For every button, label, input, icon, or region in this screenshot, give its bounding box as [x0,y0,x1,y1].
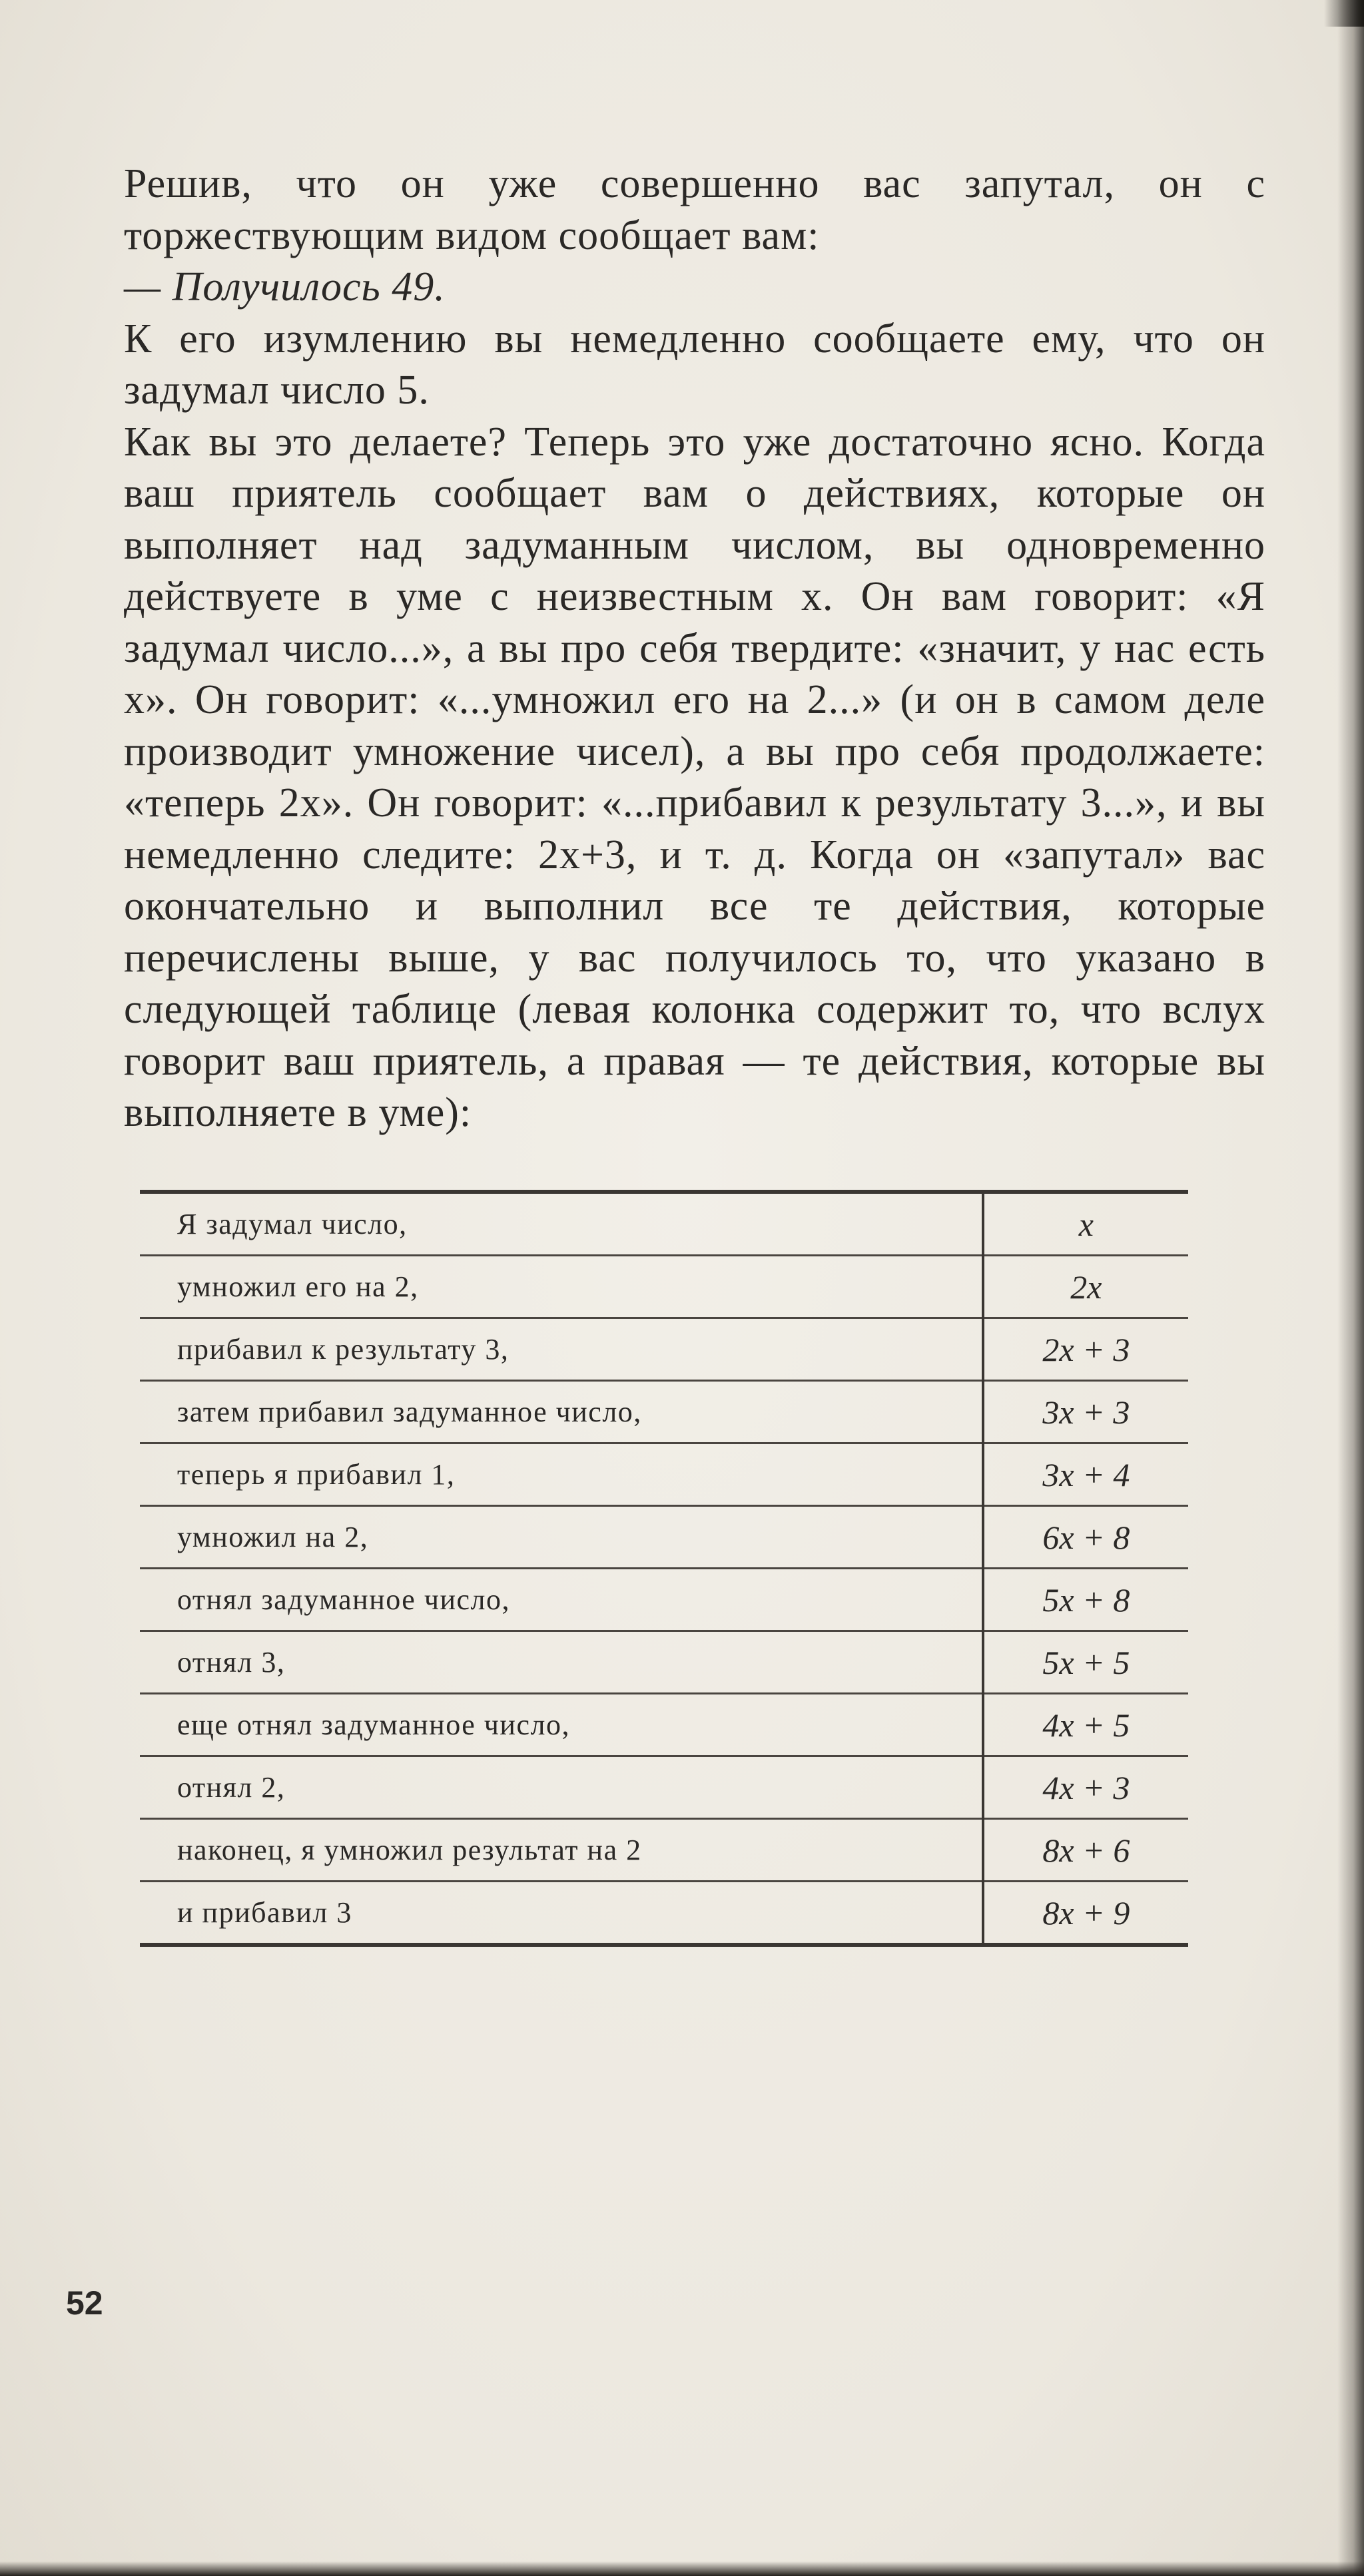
spoken-action-cell: Я задумал число, [140,1192,983,1256]
paragraph-dialog: — Получилось 49. [124,264,446,310]
spoken-action-cell: отнял задуманное число, [140,1569,983,1631]
spoken-action-cell: отнял 3, [140,1631,983,1694]
spoken-action-cell: наконец, я умножил результат на 2 [140,1819,983,1882]
page-bottom-shadow [0,2561,1364,2576]
mental-expression-cell: 3x + 4 [983,1443,1188,1506]
table-row [140,1256,1188,1318]
actions-table [140,1190,1188,1947]
table-row [140,1756,1188,1819]
spoken-action-cell: умножил на 2, [140,1506,983,1569]
spoken-action-cell: и прибавил 3 [140,1882,983,1945]
table-row [140,1694,1188,1756]
paragraph-intro: Решив, что он уже совершенно вас запутал, он с торжествующим видом сообщает вам: [124,161,1265,258]
table-row [140,1506,1188,1569]
mental-expression-cell: 5x + 8 [983,1569,1188,1631]
paragraph-explanation: Как вы это делаете? Теперь это уже достаточно ясно. Когда ваш приятель сообщает вам о действиях, которые он выполняет над задуманным числом, вы одновременно действуете в уме с неизвестным x. Он вам говорит: «Я задумал число...», а вы про себя твердите: «значит, у нас есть x». Он говорит: «...умножил его на 2...» (и он в самом деле производит умножение чисел), а вы про себя продолжаете: «теперь 2x». Он говорит: «...прибавил к результату 3...», и вы немедленно следите: 2x+3, и т. д. Когда он «запутал» вас окончательно и выполнил все те действия, которые перечислены выше, у вас получилось то, что указано в следующей таблице (левая колонка содержит то, что вслух говорит ваш приятель, а правая — те действия, которые вы выполняете в уме): [124,419,1265,1135]
table-row [140,1569,1188,1631]
table-row [140,1443,1188,1506]
spoken-action-cell: отнял 2, [140,1756,983,1819]
actions-table-wrapper [140,1190,1188,1947]
page-number: 52 [66,2284,103,2322]
mental-expression-cell: 2x [983,1256,1188,1318]
mental-expression-cell: 6x + 8 [983,1506,1188,1569]
table-row [140,1882,1188,1945]
mental-expression-cell: 4x + 5 [983,1694,1188,1756]
spoken-action-cell: умножил его на 2, [140,1256,983,1318]
mental-expression-cell: 3x + 3 [983,1381,1188,1443]
table-row [140,1318,1188,1381]
mental-expression-cell: 4x + 3 [983,1756,1188,1819]
paragraph-answer: К его изумлению вы немедленно сообщаете ему, что он задумал число 5. [124,316,1265,413]
spoken-action-cell: прибавил к результату 3, [140,1318,983,1381]
page-edge-shadow [1337,0,1364,2576]
table-row [140,1631,1188,1694]
mental-expression-cell: 5x + 5 [983,1631,1188,1694]
mental-expression-cell: 8x + 6 [983,1819,1188,1882]
spoken-action-cell: теперь я прибавил 1, [140,1443,983,1506]
mental-expression-cell: 8x + 9 [1042,1894,1130,1932]
spoken-action-cell: еще отнял задуманное число, [140,1694,983,1756]
body-text [124,158,1265,1139]
spoken-action-cell: затем прибавил задуманное число, [140,1381,983,1443]
page-corner-shadow [1324,0,1364,27]
table-row [140,1381,1188,1443]
table-row [140,1819,1188,1882]
mental-expression-cell: x [983,1192,1188,1256]
actions-table-body [140,1192,1188,1945]
mental-expression-cell: 2x + 3 [983,1318,1188,1381]
table-row [140,1192,1188,1256]
